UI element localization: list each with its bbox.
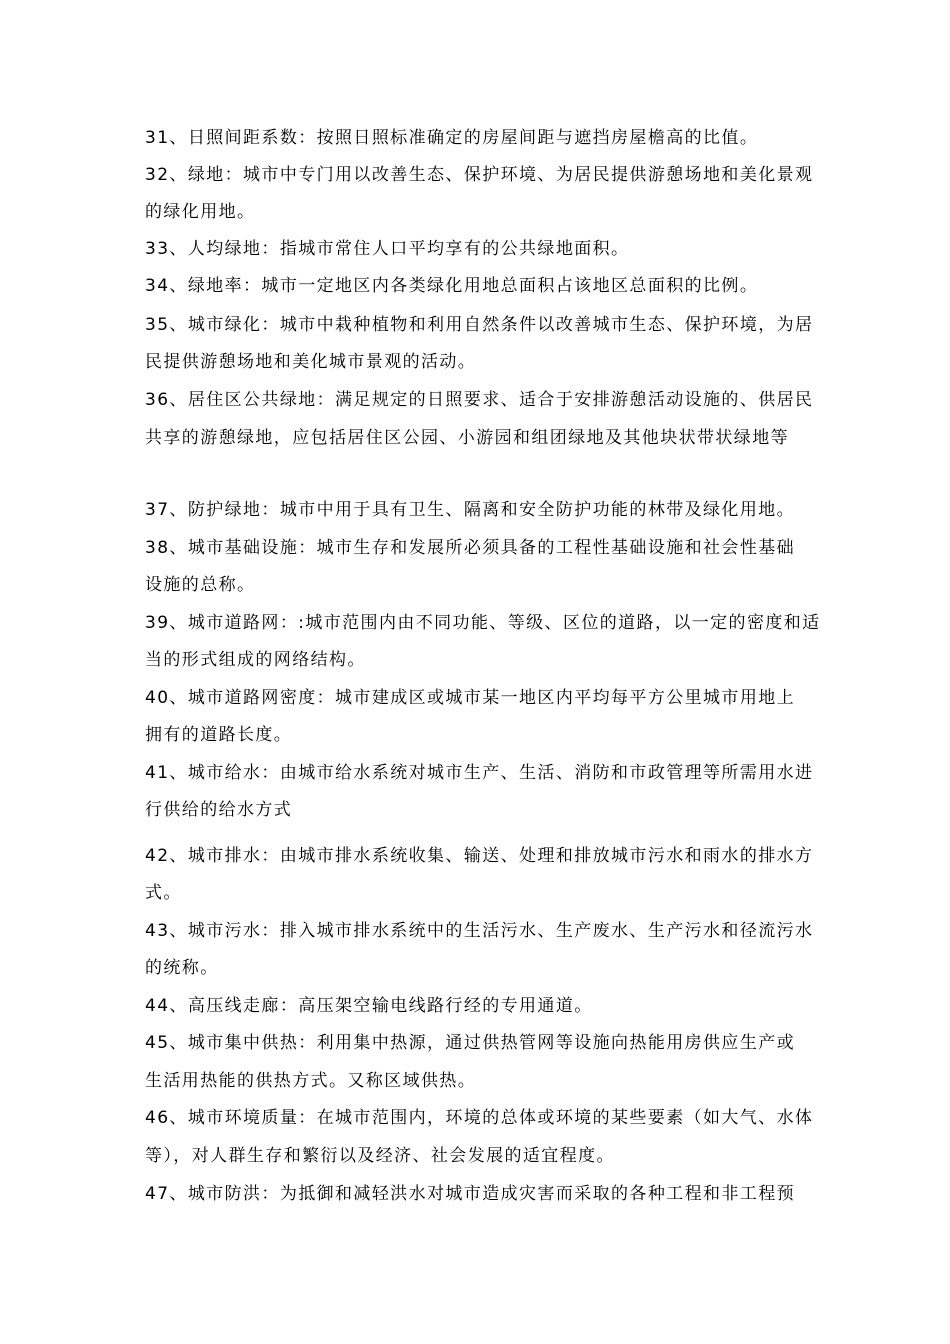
text-line: 40、城市道路网密度：城市建成区或城市某一地区内平均每平方公里城市用地上 xyxy=(145,688,796,708)
text-line: 生活用热能的供热方式。又称区域供热。 xyxy=(145,1071,477,1091)
text-line: 38、城市基础设施：城市生存和发展所必须具备的工程性基础设施和社会性基础 xyxy=(145,538,796,558)
text-line: 行供给的给水方式 xyxy=(145,800,293,820)
text-line: 的统称。 xyxy=(145,958,219,978)
text-line: 民提供游憩场地和美化城市景观的活动。 xyxy=(145,352,477,372)
text-line: 47、城市防洪：为抵御和减轻洪水对城市造成灾害而采取的各种工程和非工程预 xyxy=(145,1184,796,1204)
text-line: 当的形式组成的网络结构。 xyxy=(145,650,366,670)
text-line: 32、绿地：城市中专门用以改善生态、保护环境、为居民提供游憩场地和美化景观 xyxy=(145,165,814,185)
text-line: 式。 xyxy=(145,883,182,903)
text-line: 39、城市道路网：:城市范围内由不同功能、等级、区位的道路，以一定的密度和适 xyxy=(145,613,821,633)
text-line: 31、日照间距系数：按照日照标准确定的房屋间距与遮挡房屋檐高的比值。 xyxy=(145,128,759,148)
text-line: 35、城市绿化：城市中栽种植物和利用自然条件以改善城市生态、保护环境，为居 xyxy=(145,315,814,335)
text-line: 拥有的道路长度。 xyxy=(145,725,293,745)
text-line: 43、城市污水：排入城市排水系统中的生活污水、生产废水、生产污水和径流污水 xyxy=(145,921,814,941)
text-line: 42、城市排水：由城市排水系统收集、输送、处理和排放城市污水和雨水的排水方 xyxy=(145,846,814,866)
text-line: 33、人均绿地：指城市常住人口平均享有的公共绿地面积。 xyxy=(145,239,630,259)
text-line: 45、城市集中供热：利用集中热源，通过供热管网等设施向热能用房供应生产或 xyxy=(145,1033,796,1053)
text-line: 共享的游憩绿地，应包括居住区公园、小游园和组团绿地及其他块状带状绿地等 xyxy=(145,428,789,448)
text-line: 41、城市给水：由城市给水系统对城市生产、生活、消防和市政管理等所需用水进 xyxy=(145,763,814,783)
text-line: 36、居住区公共绿地：满足规定的日照要求、适合于安排游憩活动设施的、供居民 xyxy=(145,390,814,410)
text-line: 34、绿地率：城市一定地区内各类绿化用地总面积占该地区总面积的比例。 xyxy=(145,276,759,296)
text-line: 的绿化用地。 xyxy=(145,202,256,222)
text-line: 46、城市环境质量：在城市范围内，环境的总体或环境的某些要素（如大气、水体 xyxy=(145,1108,814,1128)
text-line: 37、防护绿地：城市中用于具有卫生、隔离和安全防护功能的林带及绿化用地。 xyxy=(145,500,796,520)
text-line: 44、高压线走廊：高压架空输电线路行经的专用通道。 xyxy=(145,996,593,1016)
text-line: 等），对人群生存和繁衍以及经济、社会发展的适宜程度。 xyxy=(145,1146,615,1166)
text-line: 设施的总称。 xyxy=(145,575,256,595)
